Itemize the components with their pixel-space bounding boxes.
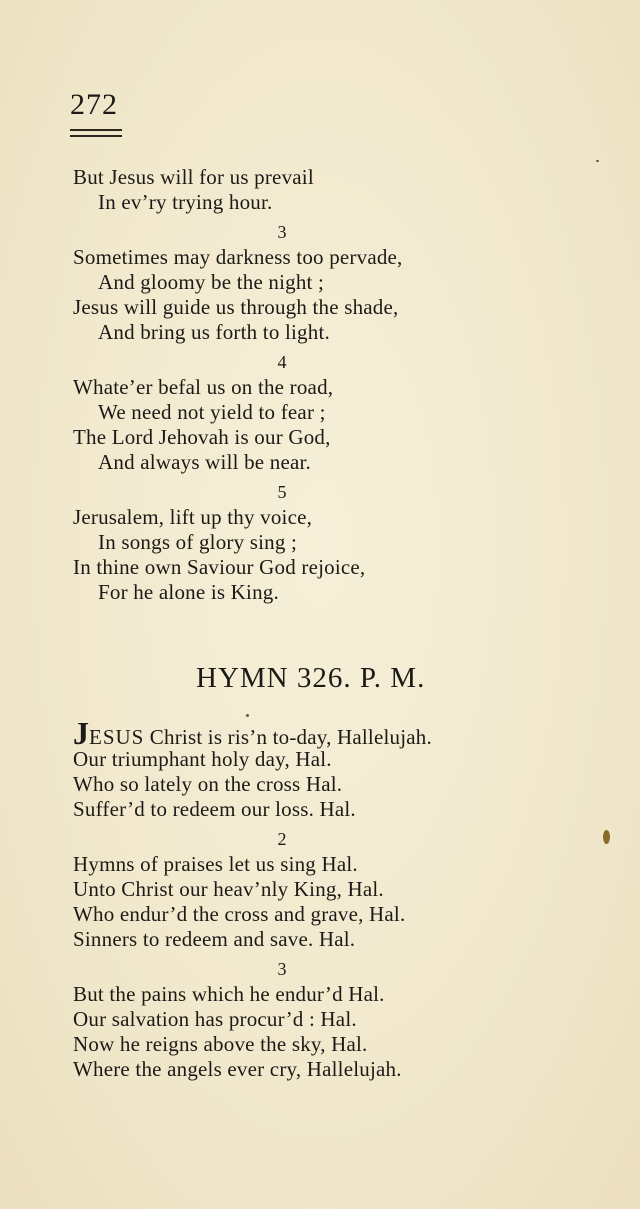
paper-speck [596, 160, 599, 162]
stanza-number: 3 [277, 222, 287, 242]
verse-line: And gloomy be the night ; [98, 270, 325, 294]
verse-line: We need not yield to fear ; [98, 400, 326, 424]
first-word-caps: ESUS [89, 725, 145, 749]
stanza-number: 5 [277, 482, 287, 502]
drop-cap: J [73, 715, 89, 751]
verse-line: In songs of glory sing ; [98, 530, 298, 554]
first-line-rest: Christ is ris’n to-day, Hallelujah. [144, 725, 432, 749]
verse-line-first [73, 715, 432, 751]
verse-line: Jesus will guide us through the shade, [73, 295, 399, 319]
verse-line: Hymns of praises let us sing Hal. [73, 852, 358, 876]
verse-line: Our salvation has procur’d : Hal. [73, 1007, 357, 1031]
verse-line: Whate’er befal us on the road, [73, 375, 334, 399]
stanza-number: 2 [277, 829, 287, 849]
verse-line: But Jesus will for us prevail [73, 165, 314, 189]
verse-line: Unto Christ our heav’nly King, Hal. [73, 877, 384, 901]
verse-line: The Lord Jehovah is our God, [73, 425, 331, 449]
verse-line: In thine own Saviour God rejoice, [73, 555, 366, 579]
stanza-number: 3 [277, 959, 287, 979]
header-rule-top [70, 129, 122, 131]
verse-line: Sometimes may darkness too pervade, [73, 245, 403, 269]
verse-line: In ev’ry trying hour. [98, 190, 273, 214]
verse-line: Our triumphant holy day, Hal. [73, 747, 332, 771]
hymn-title: HYMN 326. P. M. [196, 662, 426, 694]
paper-stain [603, 830, 610, 844]
verse-line: Sinners to redeem and save. Hal. [73, 927, 356, 951]
paper-speck [246, 714, 249, 717]
verse-line: And bring us forth to light. [98, 320, 330, 344]
verse-line: For he alone is King. [98, 580, 279, 604]
header-rule-bottom [70, 135, 122, 137]
verse-line: Where the angels ever cry, Hallelujah. [73, 1057, 402, 1081]
verse-line: Who endur’d the cross and grave, Hal. [73, 902, 406, 926]
verse-line: Who so lately on the cross Hal. [73, 772, 343, 796]
verse-line: But the pains which he endur’d Hal. [73, 982, 385, 1006]
verse-line: Suffer’d to redeem our loss. Hal. [73, 797, 356, 821]
verse-line: And always will be near. [98, 450, 311, 474]
stanza-number: 4 [277, 352, 287, 372]
verse-line: Now he reigns above the sky, Hal. [73, 1032, 368, 1056]
verse-line: Jerusalem, lift up thy voice, [73, 505, 313, 529]
page-number: 272 [70, 88, 118, 121]
